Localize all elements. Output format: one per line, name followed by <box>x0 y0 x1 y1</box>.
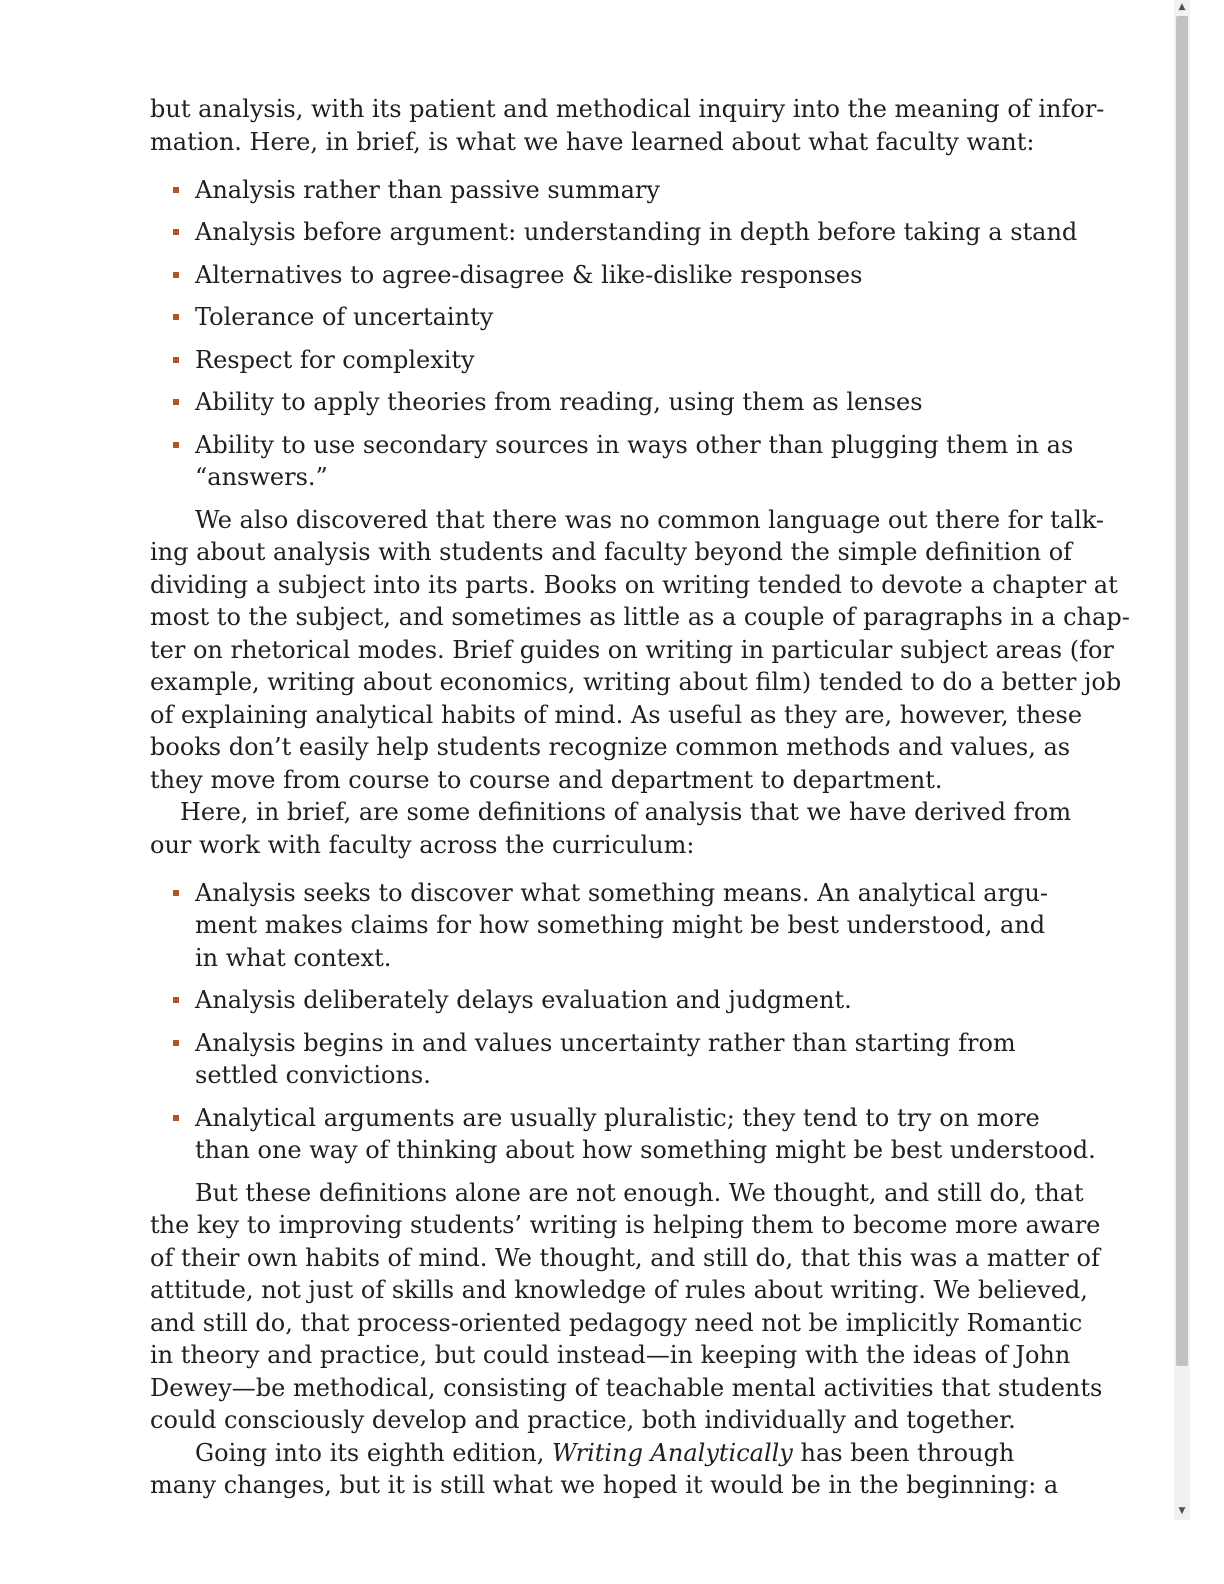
list-item-text: Ability to use secondary sources in ways other than plugging them in as <box>195 430 1074 459</box>
eighth-edition-paragraph <box>150 1437 1059 1502</box>
square-bullet-icon <box>173 272 179 278</box>
text-line: Here, in brief, are some definitions of analysis that we have derived from <box>180 798 1072 826</box>
text-line: many changes, but it is still what we hoped it would be in the beginning: a <box>150 1471 1059 1499</box>
text-line: in theory and practice, but could instead—in keeping with the ideas of John <box>150 1341 1071 1369</box>
square-bullet-icon <box>173 1115 179 1121</box>
text-line: Dewey—be methodical, consisting of teachable mental activities that students <box>150 1373 1103 1402</box>
list-item-text: than one way of thinking about how something might be best understood. <box>195 1136 1096 1164</box>
square-bullet-icon <box>173 890 179 896</box>
square-bullet-icon <box>173 357 179 363</box>
text-line: could consciously develop and practice, both individually and together. <box>150 1406 1016 1434</box>
text-line: mation. Here, in brief, is what we have learned about what faculty want: <box>150 127 1035 156</box>
list-item-text: Respect for complexity <box>195 345 475 374</box>
list-item-text: Alternatives to agree-disagree & like-dislike responses <box>195 260 863 289</box>
scroll-down-icon[interactable]: ▼ <box>1178 1506 1186 1516</box>
text-line: they move from course to course and department to department. <box>150 765 943 794</box>
faculty-wants-list <box>150 174 1078 494</box>
list-item-text: ment makes claims for how something might be best understood, and <box>195 911 1046 939</box>
list-item <box>150 1102 1096 1167</box>
definitions-list <box>150 877 1096 1167</box>
list-item-text: “answers.” <box>195 463 328 491</box>
list-item <box>150 174 992 207</box>
list-item-text: settled convictions. <box>195 1061 431 1089</box>
text-fragment: has been through <box>800 1438 1015 1467</box>
common-language-paragraph <box>150 504 1130 797</box>
text-line <box>150 1437 1015 1470</box>
list-item <box>150 216 1078 249</box>
document-page <box>150 93 1130 1502</box>
list-item-text: Analytical arguments are usually pluralistic; they tend to try on more <box>195 1103 1040 1132</box>
text-line: but analysis, with its patient and methodical inquiry into the meaning of infor- <box>150 95 1105 123</box>
list-item-text: Analysis deliberately delays evaluation and judgment. <box>195 986 852 1014</box>
square-bullet-icon <box>173 1040 179 1046</box>
text-line: dividing a subject into its parts. Books on writing tended to devote a chapter at <box>150 570 1118 599</box>
text-line: of their own habits of mind. We thought, and still do, that this was a matter of <box>150 1243 1100 1272</box>
list-item <box>150 429 1074 494</box>
scroll-up-icon[interactable]: ▲ <box>1178 2 1186 12</box>
list-item-text: Analysis begins in and values uncertainty rather than starting from <box>195 1028 1016 1057</box>
square-bullet-icon <box>173 314 179 320</box>
square-bullet-icon <box>173 997 179 1003</box>
list-item <box>150 1027 1016 1092</box>
text-line: But these definitions alone are not enough. We thought, and still do, that <box>195 1178 1084 1207</box>
square-bullet-icon <box>173 187 179 193</box>
text-line: our work with faculty across the curriculum: <box>150 830 695 859</box>
text-line: books don’t easily help students recognize common methods and values, as <box>150 733 1071 761</box>
list-item <box>150 386 992 419</box>
text-line: the key to improving students’ writing is helping them to become more aware <box>150 1211 1101 1239</box>
text-fragment: Going into its eighth edition, <box>195 1438 545 1467</box>
intro-paragraph <box>150 93 1105 158</box>
square-bullet-icon <box>173 442 179 448</box>
text-line: example, writing about economics, writing about film) tended to do a better job <box>150 668 1122 696</box>
list-item-text: Ability to apply theories from reading, using them as lenses <box>195 388 923 416</box>
text-line: of explaining analytical habits of mind. As useful as they are, however, these <box>150 700 1083 729</box>
book-title: Writing Analytically <box>552 1438 793 1467</box>
list-item-text: Analysis seeks to discover what something means. An analytical argu- <box>195 878 1048 907</box>
list-item-text: Analysis rather than passive summary <box>195 175 660 204</box>
vertical-scrollbar[interactable] <box>1174 0 1190 1520</box>
list-item <box>150 259 992 292</box>
text-line: ing about analysis with students and faculty beyond the simple definition of <box>150 538 1073 566</box>
text-line: We also discovered that there was no common language out there for talk- <box>195 505 1105 534</box>
square-bullet-icon <box>173 229 179 235</box>
text-line: attitude, not just of skills and knowledge of rules about writing. We believed, <box>150 1276 1088 1304</box>
list-item-text: Tolerance of uncertainty <box>195 303 494 331</box>
list-item <box>150 301 992 334</box>
definitions-intro-paragraph <box>150 796 1072 861</box>
text-line: ter on rhetorical modes. Brief guides on writing in particular subject areas (for <box>150 635 1114 664</box>
list-item <box>150 984 992 1017</box>
list-item <box>150 877 1048 975</box>
scrollbar-thumb[interactable] <box>1176 16 1188 1366</box>
square-bullet-icon <box>173 399 179 405</box>
text-line: and still do, that process-oriented pedagogy need not be implicitly Romantic <box>150 1308 1083 1337</box>
list-item-text: in what context. <box>195 943 392 972</box>
text-line: most to the subject, and sometimes as little as a couple of paragraphs in a chap- <box>150 603 1130 631</box>
not-enough-paragraph <box>150 1177 1103 1437</box>
list-item-text: Analysis before argument: understanding in depth before taking a stand <box>195 218 1078 246</box>
list-item <box>150 344 992 377</box>
